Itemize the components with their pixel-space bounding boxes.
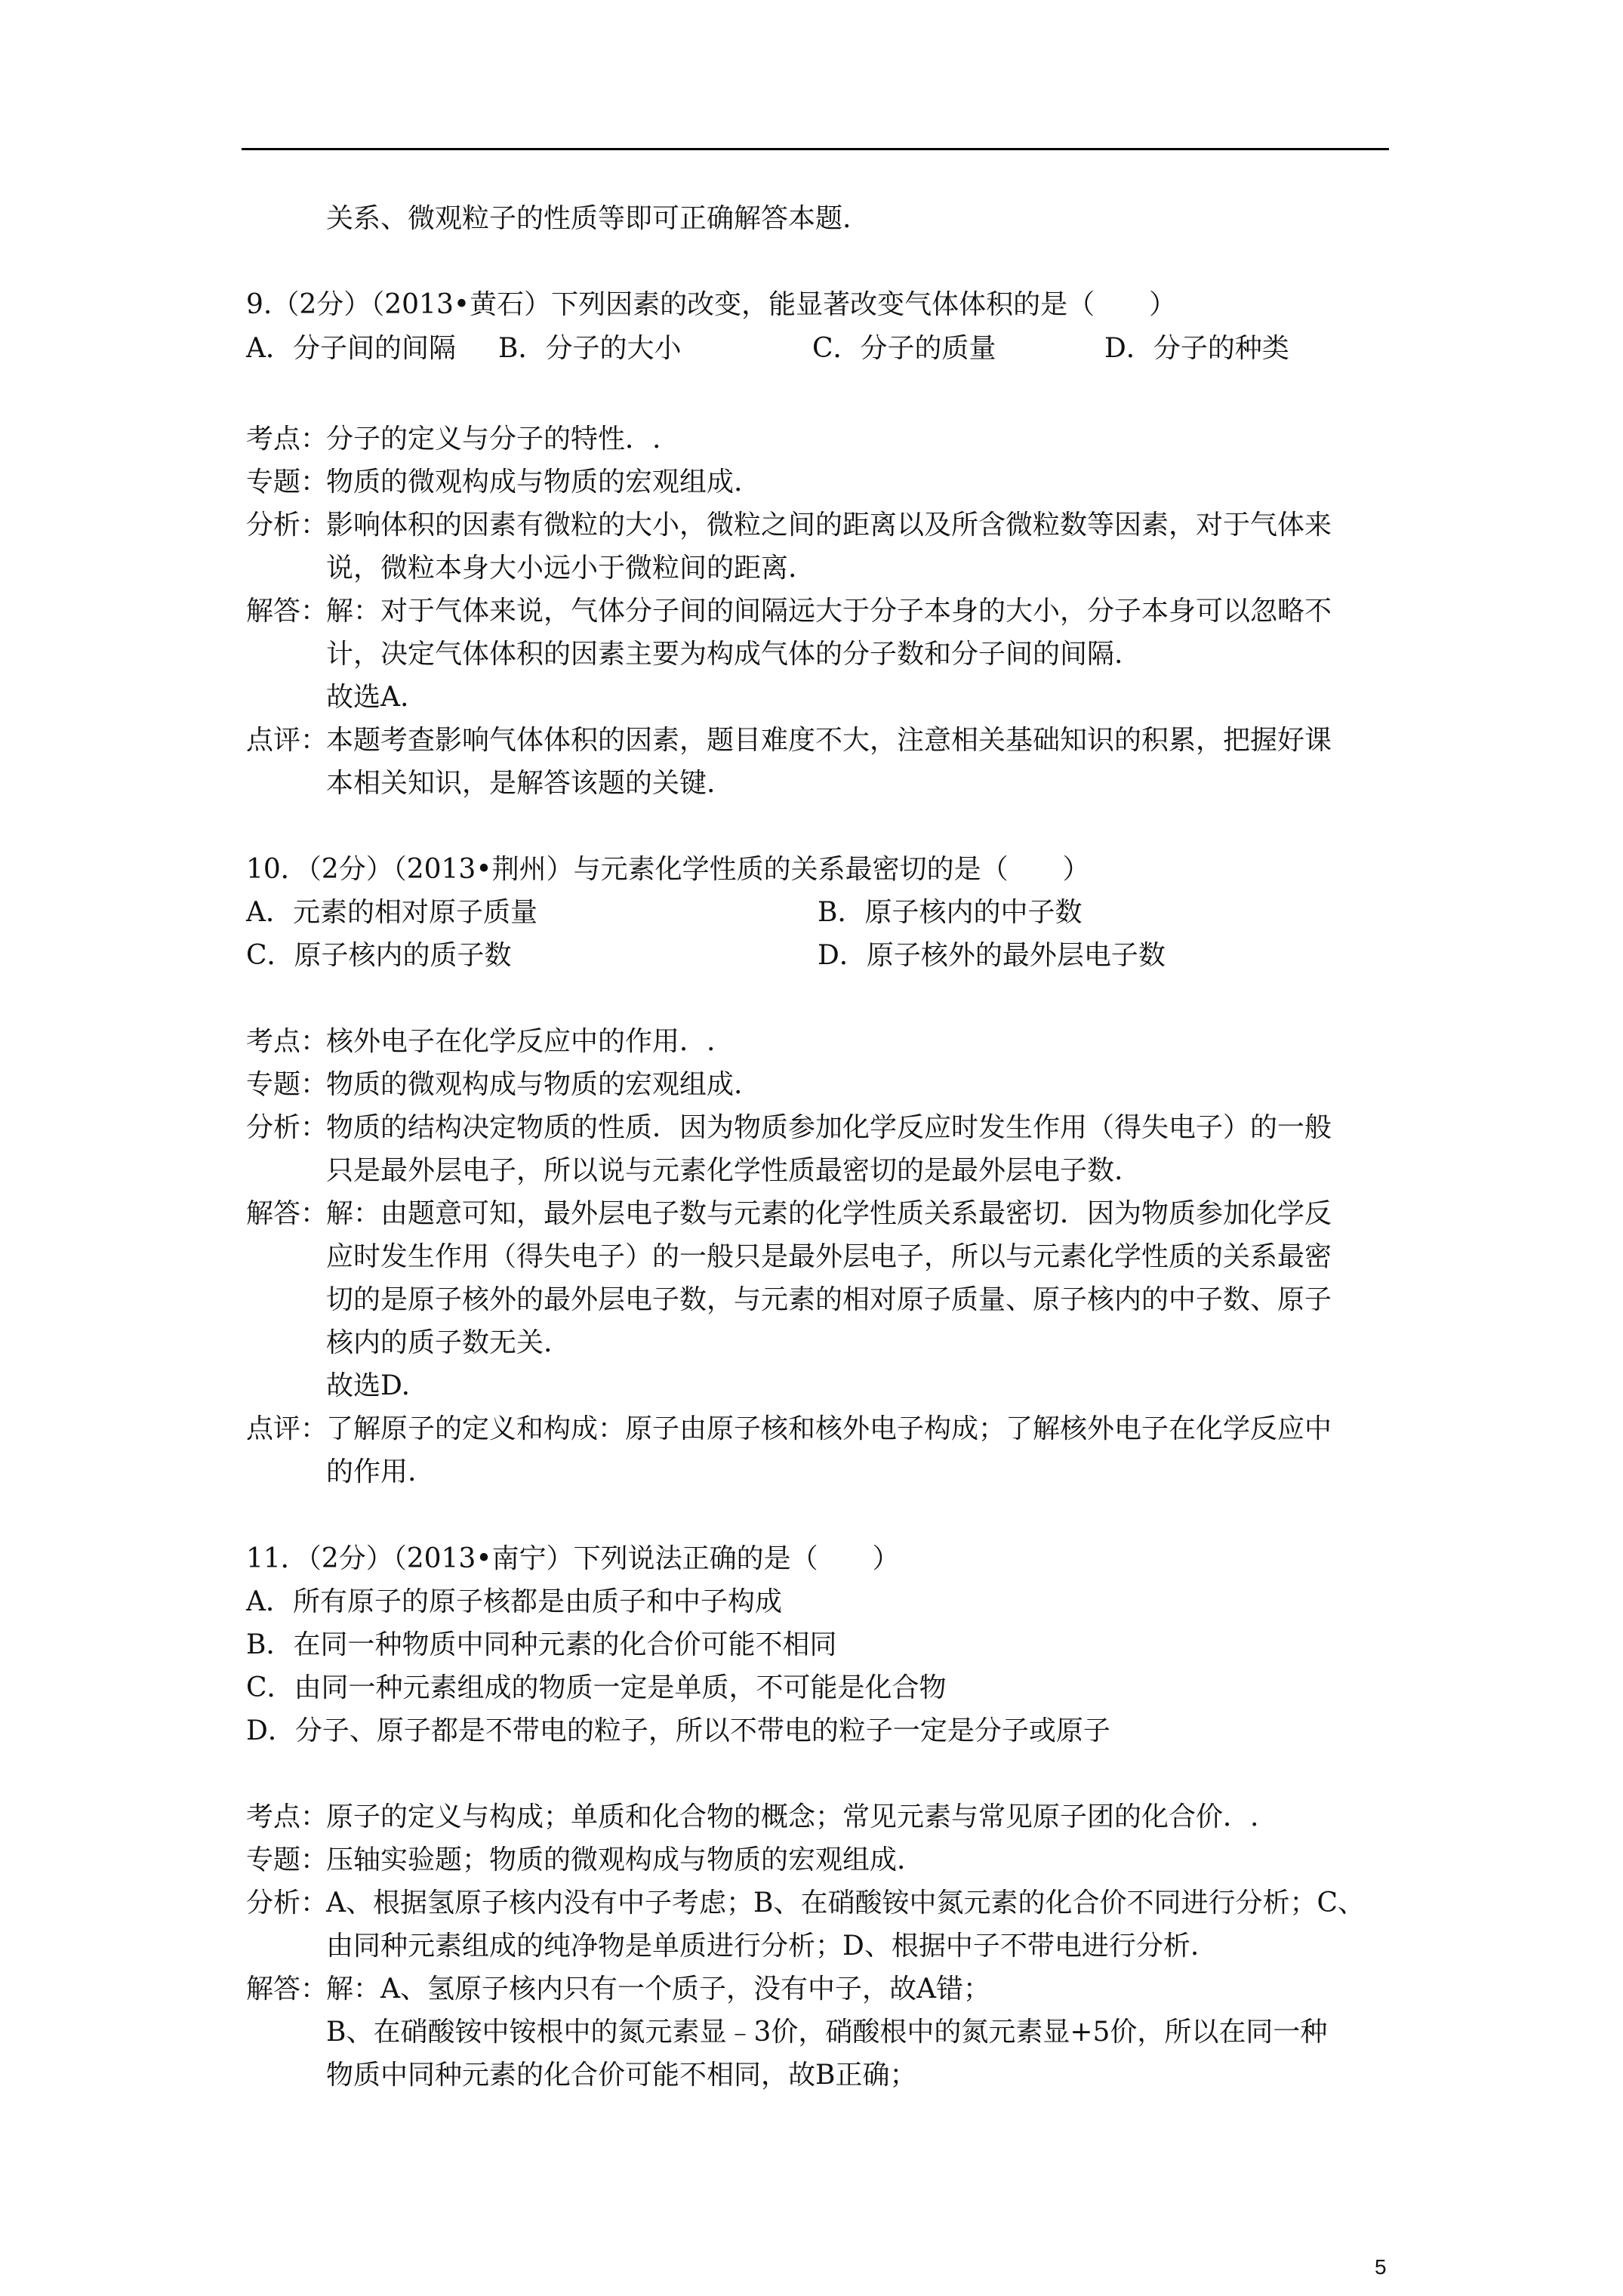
q11-fenxi-line: A、根据氢原子核内没有中子考虑；B、在硝酸铵中氮元素的化合价不同进行分析；C、 <box>326 1888 1365 1918</box>
q9-dianping-line: 本题考查影响气体体积的因素，题目难度不大，注意相关基础知识的积累，把握好课 <box>326 725 1332 756</box>
q9-option-a: A．分子间的间隔 <box>246 333 456 364</box>
q9-zhuanti-label: 专题： <box>246 467 328 498</box>
q9-dianping-label: 点评： <box>246 725 328 756</box>
q10-option-b: B．原子核内的中子数 <box>818 897 1083 928</box>
q9-option-b: B．分子的大小 <box>498 333 682 364</box>
q9-kaodian: 分子的定义与分子的特性．. <box>326 424 661 455</box>
q11-kaodian: 原子的定义与构成；单质和化合物的概念；常见元素与常见原子团的化合价．. <box>326 1801 1259 1832</box>
page-number: 5 <box>1375 2255 1387 2279</box>
q10-dianping-label: 点评： <box>246 1413 328 1444</box>
q9-jieda-line: 计，决定气体体积的因素主要为构成气体的分子数和分子间的间隔. <box>326 639 1123 670</box>
q11-option-b: B．在同一种物质中同种元素的化合价可能不相同 <box>246 1629 837 1660</box>
q9-stem: 9.（2分）（2013•黄石）下列因素的改变，能显著改变气体体积的是（ ） <box>246 289 1177 320</box>
q10-jieda-line: 核内的质子数无关. <box>326 1327 553 1358</box>
q11-fenxi-line: 由同种元素组成的纯净物是单质进行分析；D、根据中子不带电进行分析. <box>326 1931 1200 1962</box>
q9-zhuanti: 物质的微观构成与物质的宏观组成. <box>326 467 743 498</box>
q9-option-c: C．分子的质量 <box>812 333 996 364</box>
q10-zhuanti-label: 专题： <box>246 1069 328 1100</box>
q10-jieda-line: 解：由题意可知，最外层电子数与元素的化学性质关系最密切．因为物质参加化学反 <box>326 1198 1332 1229</box>
q10-option-a: A．元素的相对原子质量 <box>246 897 537 928</box>
q10-option-c: C．原子核内的质子数 <box>246 940 512 971</box>
q9-fenxi-line: 说，微粒本身大小远小于微粒间的距离. <box>326 553 797 584</box>
q10-option-d: D．原子核外的最外层电子数 <box>818 940 1166 971</box>
q9-fenxi-label: 分析： <box>246 510 328 541</box>
q11-fenxi-label: 分析： <box>246 1888 328 1918</box>
q10-kaodian: 核外电子在化学反应中的作用．. <box>326 1026 716 1057</box>
q10-fenxi-line: 物质的结构决定物质的性质．因为物质参加化学反应时发生作用（得失电子）的一般 <box>326 1112 1332 1143</box>
q10-dianping-line: 了解原子的定义和构成：原子由原子核和核外电子构成；了解核外电子在化学反应中 <box>326 1413 1332 1444</box>
q11-jieda-line: 物质中同种元素的化合价可能不相同，故B正确； <box>326 2060 917 2091</box>
q10-stem: 10．（2分）（2013•荆州）与元素化学性质的关系最密切的是（ ） <box>246 854 1090 885</box>
q10-fenxi-label: 分析： <box>246 1112 328 1143</box>
q11-jieda-line: B、在硝酸铵中铵根中的氮元素显﹣3价，硝酸根中的氮元素显+5价，所以在同一种 <box>326 2017 1328 2048</box>
header-rule <box>242 148 1389 150</box>
q10-jieda-line: 切的是原子核外的最外层电子数，与元素的相对原子质量、原子核内的中子数、原子 <box>326 1284 1332 1315</box>
q10-fenxi-line: 只是最外层电子，所以说与元素化学性质最密切的是最外层电子数. <box>326 1155 1123 1186</box>
q11-jieda-label: 解答： <box>246 1974 328 2005</box>
q11-zhuanti: 压轴实验题；物质的微观构成与物质的宏观组成. <box>326 1845 906 1875</box>
q10-kaodian-label: 考点： <box>246 1026 328 1057</box>
q9-kaodian-label: 考点： <box>246 424 328 455</box>
q9-jieda-label: 解答： <box>246 596 328 627</box>
q9-dianping-line: 本相关知识，是解答该题的关键. <box>326 768 716 799</box>
q10-jieda-line: 故选D. <box>326 1370 411 1401</box>
q11-option-a: A．所有原子的原子核都是由质子和中子构成 <box>246 1586 782 1617</box>
q11-option-c: C．由同一种元素组成的物质一定是单质，不可能是化合物 <box>246 1672 947 1703</box>
q11-jieda-line: 解：A、氢原子核内只有一个质子，没有中子，故A错； <box>326 1974 990 2005</box>
q10-zhuanti: 物质的微观构成与物质的宏观组成. <box>326 1069 743 1100</box>
q11-stem: 11．（2分）（2013•南宁）下列说法正确的是（ ） <box>246 1543 900 1574</box>
q9-option-d: D．分子的种类 <box>1104 333 1289 364</box>
continuation-text: 关系、微观粒子的性质等即可正确解答本题. <box>326 203 852 234</box>
q11-kaodian-label: 考点： <box>246 1801 328 1832</box>
q10-jieda-label: 解答： <box>246 1198 328 1229</box>
q10-dianping-line: 的作用. <box>326 1456 417 1487</box>
q9-jieda-line: 解：对于气体来说，气体分子间的间隔远大于分子本身的大小，分子本身可以忽略不 <box>326 596 1332 627</box>
q11-zhuanti-label: 专题： <box>246 1845 328 1875</box>
q9-jieda-line: 故选A. <box>326 682 409 713</box>
q9-fenxi-line: 影响体积的因素有微粒的大小，微粒之间的距离以及所含微粒数等因素，对于气体来 <box>326 510 1332 541</box>
q11-option-d: D．分子、原子都是不带电的粒子，所以不带电的粒子一定是分子或原子 <box>246 1715 1110 1746</box>
q10-jieda-line: 应时发生作用（得失电子）的一般只是最外层电子，所以与元素化学性质的关系最密 <box>326 1241 1332 1272</box>
